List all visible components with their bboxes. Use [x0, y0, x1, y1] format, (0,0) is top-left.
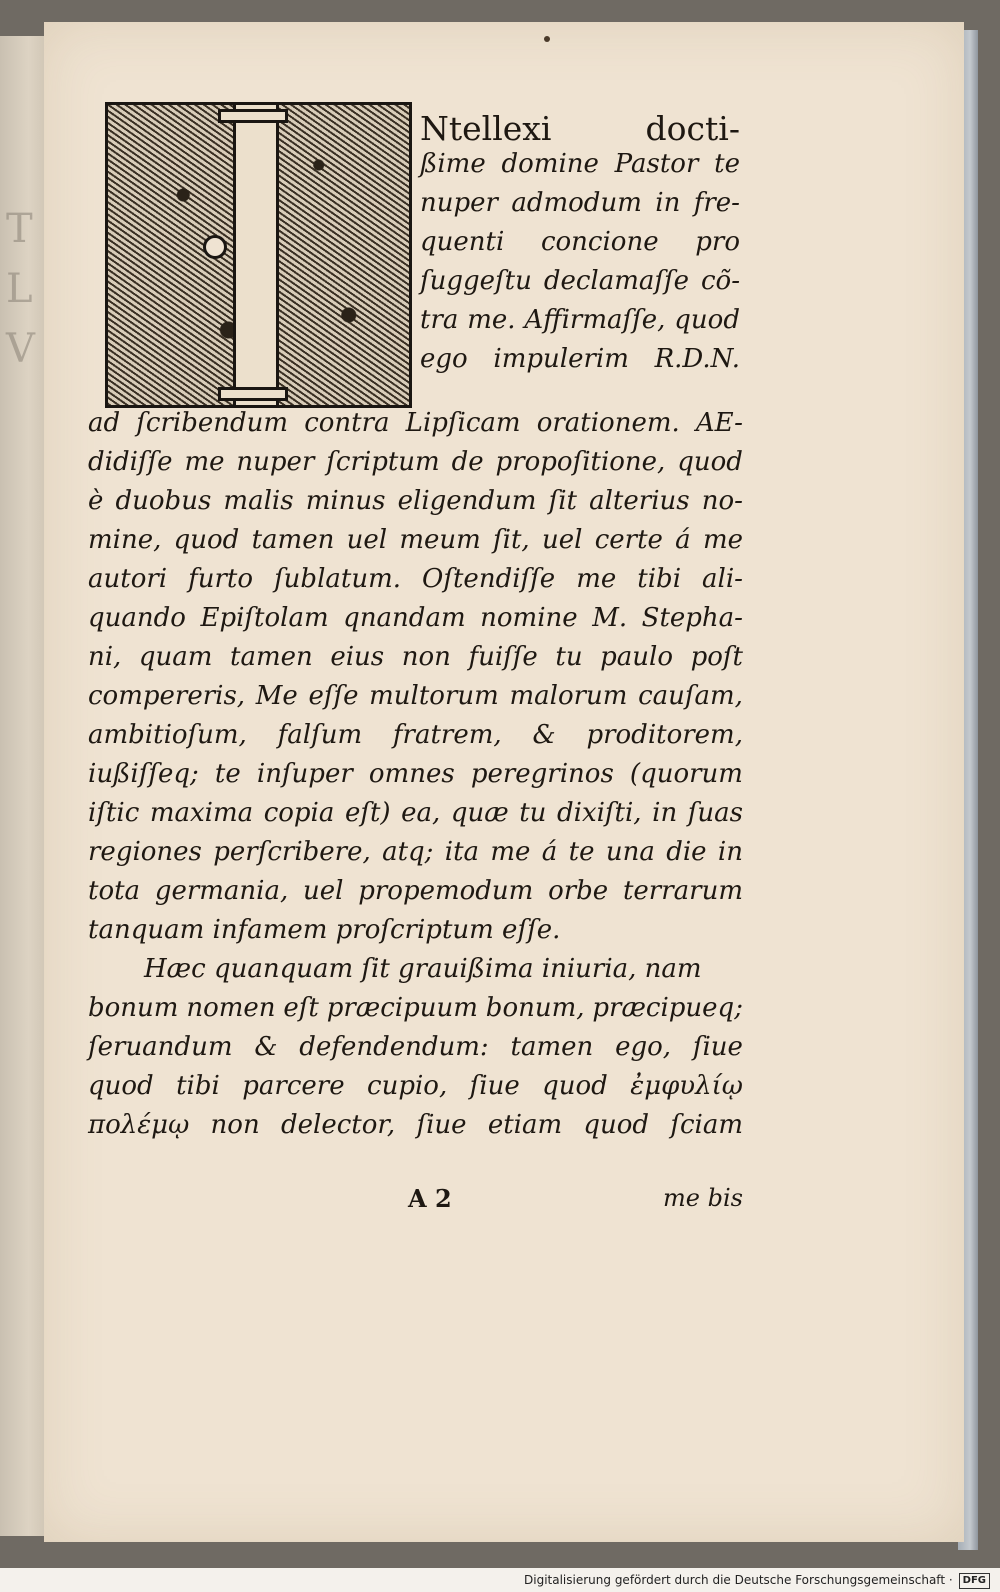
text-line: [88, 1106, 743, 1145]
word: ni,: [88, 642, 122, 672]
word: te: [214, 759, 241, 789]
catchword: me bis: [663, 1184, 743, 1212]
word: quenti: [420, 227, 505, 257]
word: me: [490, 837, 531, 867]
word: præcipuum: [326, 993, 478, 1023]
word: eligendum: [397, 486, 537, 516]
word: me.: [467, 305, 516, 335]
text-line: [88, 794, 743, 833]
word: ἐμφυλίῳ: [630, 1071, 743, 1101]
word: pro: [695, 227, 740, 257]
word: ſuggeſtu: [420, 266, 532, 296]
word: mine,: [88, 525, 162, 555]
word: malorum: [509, 681, 628, 711]
book-page: [44, 22, 964, 1542]
text-line: [88, 638, 743, 677]
text-line: [88, 443, 743, 482]
word: didiſſe: [88, 447, 173, 477]
text-line: [88, 1067, 743, 1106]
word: orationem.: [536, 408, 680, 438]
word: delector,: [280, 1110, 396, 1140]
word: orbe: [548, 876, 609, 906]
word: ſit,: [493, 525, 530, 555]
word: in: [717, 837, 743, 867]
text-line: [88, 833, 743, 872]
word: declamaſſe: [543, 266, 690, 296]
word: qnandam: [343, 603, 466, 633]
initial-letter-serif-bottom: [218, 387, 288, 401]
word: quæ: [450, 798, 509, 828]
word: Lipſicam: [405, 408, 521, 438]
word: compereris,: [88, 681, 246, 711]
word: te: [568, 837, 595, 867]
word: copia: [263, 798, 335, 828]
word: falſum: [277, 720, 363, 750]
word: M.: [592, 603, 628, 633]
word: ßime: [420, 149, 486, 179]
word: ita: [444, 837, 480, 867]
word: quod: [677, 447, 743, 477]
text-line: [88, 1028, 743, 1067]
word: concione: [540, 227, 659, 257]
word: non: [210, 1110, 260, 1140]
word: quod: [173, 525, 240, 555]
word: me: [576, 564, 617, 594]
word: ſiue: [416, 1110, 467, 1140]
word: regiones: [88, 837, 202, 867]
word: docti-: [645, 109, 740, 148]
word: admodum: [511, 188, 642, 218]
word: ſit: [548, 486, 577, 516]
text-line: [420, 223, 740, 262]
signature-mark: A 2: [408, 1184, 452, 1213]
text-line: [88, 716, 743, 755]
word: ad: [88, 408, 121, 438]
word: fratrem,: [392, 720, 502, 750]
word: certe: [594, 525, 663, 555]
word: ſuas: [687, 798, 743, 828]
word: die: [666, 837, 707, 867]
word: cõ-: [701, 266, 740, 296]
word: uel: [303, 876, 344, 906]
word: Stepha-: [641, 603, 743, 633]
word: Ntellexi: [420, 109, 552, 148]
word: impulerim: [493, 344, 629, 374]
word: minus: [305, 486, 386, 516]
word: tibi: [637, 564, 682, 594]
text-line: [88, 521, 743, 560]
text-line: [88, 599, 743, 638]
word: ambitioſum,: [88, 720, 247, 750]
text-line: [88, 482, 743, 521]
word: (quorum: [629, 759, 743, 789]
word: tamen: [251, 525, 335, 555]
word: fre-: [693, 188, 740, 218]
word: nuper: [236, 447, 315, 477]
word: bonum,: [485, 993, 585, 1023]
word: peregrinos: [470, 759, 614, 789]
word: Pastor: [614, 149, 699, 179]
word: ſiue: [469, 1071, 520, 1101]
word: quod: [674, 305, 740, 335]
word: paulo: [600, 642, 674, 672]
word: Oſtendiſſe: [422, 564, 556, 594]
word: terrarum: [622, 876, 743, 906]
word: malis: [223, 486, 294, 516]
word: multorum: [369, 681, 499, 711]
word: tibi: [176, 1071, 220, 1101]
word: furto: [188, 564, 254, 594]
word: maxima: [149, 798, 254, 828]
word: eſt): [344, 798, 391, 828]
text-line: [420, 301, 740, 340]
word: tamen: [510, 1032, 594, 1062]
word: domine: [501, 149, 599, 179]
word: ego: [420, 344, 468, 374]
text-line: [420, 340, 740, 379]
woodcut-initial-letter: [105, 102, 412, 408]
word: tu: [555, 642, 583, 672]
text-line: tanquam infamem proſcriptum eſſe.: [88, 915, 561, 945]
word: ali-: [702, 564, 743, 594]
ink-spot: [544, 36, 550, 42]
word: eſt: [283, 993, 319, 1023]
word: alterius: [589, 486, 690, 516]
word: cupio,: [367, 1071, 448, 1101]
word: propemodum: [358, 876, 534, 906]
word: quod: [88, 1071, 154, 1101]
ghost-letter: T: [6, 206, 33, 252]
word: nomine: [480, 603, 578, 633]
text-line: [88, 989, 743, 1028]
word: á: [675, 525, 691, 555]
credit-text: Digitalisierung gefördert durch die Deutsche Forschungsgemeinschaft ·: [524, 1573, 953, 1587]
figure-eye: [203, 235, 227, 259]
text-line: [420, 184, 740, 223]
word: ea,: [401, 798, 441, 828]
word: perſcribere,: [213, 837, 371, 867]
word: non: [401, 642, 451, 672]
text-line: [88, 404, 743, 443]
word: propoſitione,: [495, 447, 666, 477]
word: duobus: [115, 486, 212, 516]
word: ſcribendum: [136, 408, 289, 438]
word: no-: [701, 486, 743, 516]
word: cauſam,: [638, 681, 743, 711]
word: &: [254, 1032, 278, 1062]
facing-page-edge: [0, 36, 49, 1536]
word: ſiue: [692, 1032, 743, 1062]
word: ſciam: [670, 1110, 743, 1140]
word: inſuper: [256, 759, 353, 789]
word: Affirmaſſe,: [524, 305, 666, 335]
word: è: [88, 486, 104, 516]
word: tra: [420, 305, 459, 335]
word: me: [184, 447, 225, 477]
word: ſublatum.: [274, 564, 402, 594]
word: &: [532, 720, 556, 750]
word: me: [702, 525, 743, 555]
initial-letter-serif-top: [218, 109, 288, 123]
word: autori: [88, 564, 168, 594]
word: á: [541, 837, 558, 867]
text-line: [88, 677, 743, 716]
word: quam: [138, 642, 213, 672]
word: in: [655, 188, 681, 218]
word: nuper: [420, 188, 498, 218]
word: ſeruandum: [88, 1032, 233, 1062]
word: eſſe: [308, 681, 359, 711]
word: iſtic: [88, 798, 140, 828]
word: quod: [583, 1110, 650, 1140]
word: Me: [255, 681, 298, 711]
text-line: [88, 872, 743, 911]
word: una: [605, 837, 655, 867]
ghost-letter: V: [6, 326, 35, 372]
word: quando: [88, 603, 186, 633]
word: de: [451, 447, 484, 477]
word: omnes: [368, 759, 455, 789]
word: defendendum:: [299, 1032, 489, 1062]
word: præcipueq;: [592, 993, 743, 1023]
word: atq;: [382, 837, 434, 867]
word: poſt: [690, 642, 743, 672]
dfg-logo: DFG: [959, 1573, 990, 1589]
text-line: [88, 755, 743, 794]
word: germania,: [154, 876, 289, 906]
text-line: [88, 560, 743, 599]
text-line: [420, 106, 740, 148]
word: uel: [346, 525, 388, 555]
ghost-letter: L: [6, 266, 33, 312]
word: nomen: [186, 993, 276, 1023]
main-text-block: [88, 404, 743, 1145]
text-line: [420, 145, 740, 184]
word: eius: [330, 642, 385, 672]
word: dixiſti,: [556, 798, 642, 828]
word: meum: [399, 525, 481, 555]
word: bonum: [88, 993, 179, 1023]
word: proditorem,: [586, 720, 743, 750]
digitization-credit-bar: [0, 1568, 1000, 1592]
word: parcere: [242, 1071, 345, 1101]
word: in: [652, 798, 678, 828]
word: uel: [541, 525, 583, 555]
word: tu: [519, 798, 547, 828]
word: etiam: [487, 1110, 563, 1140]
word: contra: [304, 408, 390, 438]
initial-letter-stem: [233, 105, 279, 405]
word: fuiſſe: [468, 642, 538, 672]
text-line: Hæc quanquam ſit grauißima iniuria, nam: [144, 954, 702, 984]
word: quod: [542, 1071, 608, 1101]
word: iußiſſeq;: [88, 759, 199, 789]
word: AE-: [695, 408, 743, 438]
word: Epiſtolam: [200, 603, 329, 633]
word: te: [714, 149, 740, 179]
word: tamen: [230, 642, 313, 672]
word: ſcriptum: [326, 447, 440, 477]
word: R.D.N.: [654, 344, 740, 374]
text-beside-initial: [420, 106, 740, 379]
word: πολέμῳ: [88, 1110, 190, 1140]
word: ego,: [615, 1032, 672, 1062]
word: tota: [88, 876, 141, 906]
text-line: [420, 262, 740, 301]
